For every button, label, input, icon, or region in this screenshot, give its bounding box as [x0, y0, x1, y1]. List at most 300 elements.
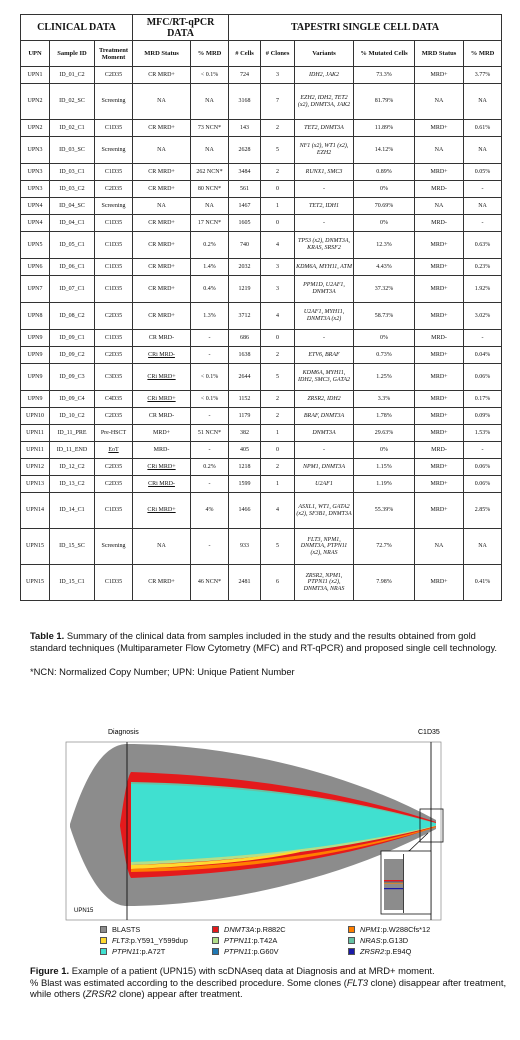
cell-sc-pct-mrd: 0.23%: [464, 259, 502, 276]
cell-sample-id: ID_03_C1: [50, 164, 95, 181]
legend-swatch: [100, 948, 107, 955]
table-body: [21, 67, 502, 601]
cell-cells: 2481: [229, 565, 261, 601]
cell-treatment-moment: C1D35: [95, 232, 133, 259]
cell-clones: 3: [261, 276, 295, 303]
cell-cells: 3168: [229, 84, 261, 120]
cell-clones: 2: [261, 408, 295, 425]
cell-mfc-pct-mrd: 46 NCN*: [191, 565, 229, 601]
legend-mutation: :p.E94Q: [384, 947, 412, 956]
cell-pct-mutated-cells: 12.3%: [354, 232, 415, 259]
cell-variants: ZRSR2, NPM1, PTPN11 (x2), DNMT3A, NRAS: [295, 565, 354, 601]
cell-cells: 1219: [229, 276, 261, 303]
cell-treatment-moment: C1D35: [95, 565, 133, 601]
cell-mfc-mrd-status: NA: [133, 137, 191, 164]
legend-item: [100, 936, 212, 945]
cell-treatment-moment: C2D35: [95, 303, 133, 330]
legend-row: [100, 924, 480, 935]
cell-clones: 0: [261, 442, 295, 459]
table-row: [21, 164, 502, 181]
figure-caption: [30, 965, 508, 1000]
cell-pct-mutated-cells: 1.15%: [354, 459, 415, 476]
table-row: [21, 330, 502, 347]
table-row: [21, 408, 502, 425]
cell-clones: 1: [261, 425, 295, 442]
cell-cells: 2644: [229, 364, 261, 391]
figure-caption-gene2: ZRSR2: [85, 988, 117, 1000]
table-row: [21, 303, 502, 330]
cell-variants: ZRSR2, IDH2: [295, 391, 354, 408]
zoom-inset-zrsr2: [384, 888, 403, 889]
cell-sc-mrd-status: MRD+: [415, 565, 464, 601]
cell-sample-id: ID_05_C1: [50, 232, 95, 259]
figure-caption-label: Figure 1.: [30, 965, 70, 976]
figure-legend: [100, 924, 480, 957]
cell-treatment-moment: C1D35: [95, 120, 133, 137]
cell-pct-mutated-cells: 73.3%: [354, 67, 415, 84]
zoom-inset-blasts: [384, 859, 403, 910]
cell-cells: 933: [229, 529, 261, 565]
cell-treatment-moment: C4D35: [95, 391, 133, 408]
cell-pct-mutated-cells: 0%: [354, 215, 415, 232]
cell-upn: UPN15: [21, 529, 50, 565]
cell-variants: -: [295, 442, 354, 459]
cell-upn: UPN4: [21, 215, 50, 232]
legend-row: [100, 935, 480, 946]
cell-mfc-pct-mrd: 0.2%: [191, 232, 229, 259]
legend-gene: ZRSR2: [360, 947, 385, 956]
cell-sc-mrd-status: MRD+: [415, 391, 464, 408]
legend-swatch: [348, 948, 355, 955]
cell-variants: EZH2, IDH2, TET2 (x2), DNMT3A, JAK2: [295, 84, 354, 120]
cell-sc-mrd-status: MRD+: [415, 493, 464, 529]
cell-sc-pct-mrd: 3.77%: [464, 67, 502, 84]
cell-sc-pct-mrd: 2.85%: [464, 493, 502, 529]
cell-mfc-pct-mrd: < 0.1%: [191, 67, 229, 84]
legend-item: [348, 925, 480, 934]
cell-cells: 1179: [229, 408, 261, 425]
cell-sc-pct-mrd: 0.09%: [464, 408, 502, 425]
cell-treatment-moment: C2D35: [95, 181, 133, 198]
cell-treatment-moment: C1D35: [95, 330, 133, 347]
cell-sample-id: ID_02_SC: [50, 84, 95, 120]
legend-mutation: :p.T42A: [251, 936, 278, 945]
cell-clones: 2: [261, 347, 295, 364]
table-row: [21, 493, 502, 529]
cell-mfc-pct-mrd: 1.4%: [191, 259, 229, 276]
table-row: [21, 565, 502, 601]
cell-mfc-mrd-status: CR MRD+: [133, 565, 191, 601]
cell-mfc-pct-mrd: 0.4%: [191, 276, 229, 303]
legend-swatch: [100, 926, 107, 933]
cell-sc-mrd-status: MRD+: [415, 67, 464, 84]
cell-variants: KDM6A, MYH11, IDH2, SMC3, GATA2: [295, 364, 354, 391]
table-row: [21, 67, 502, 84]
cell-pct-mutated-cells: 0%: [354, 330, 415, 347]
cell-treatment-moment: Screening: [95, 198, 133, 215]
cell-pct-mutated-cells: 29.63%: [354, 425, 415, 442]
cell-sc-mrd-status: MRD+: [415, 164, 464, 181]
table-row: [21, 476, 502, 493]
cell-mfc-mrd-status: MRD-: [133, 442, 191, 459]
cell-mfc-pct-mrd: -: [191, 347, 229, 364]
cell-sc-pct-mrd: 3.02%: [464, 303, 502, 330]
cell-sc-mrd-status: MRD-: [415, 330, 464, 347]
cell-treatment-moment: C1D35: [95, 276, 133, 303]
cell-upn: UPN5: [21, 232, 50, 259]
cell-cells: 405: [229, 442, 261, 459]
cell-mfc-mrd-status: CRi MRD+: [133, 493, 191, 529]
cell-upn: UPN9: [21, 364, 50, 391]
legend-item: [348, 936, 480, 945]
cell-pct-mutated-cells: 37.32%: [354, 276, 415, 303]
cell-upn: UPN13: [21, 476, 50, 493]
timepoint-label-diagnosis: Diagnosis: [108, 729, 139, 736]
cell-sample-id: ID_01_C2: [50, 67, 95, 84]
cell-clones: 6: [261, 565, 295, 601]
cell-mfc-pct-mrd: 73 NCN*: [191, 120, 229, 137]
cell-pct-mutated-cells: 1.19%: [354, 476, 415, 493]
cell-clones: 2: [261, 120, 295, 137]
cell-sc-pct-mrd: NA: [464, 529, 502, 565]
cell-variants: FLT3, NPM1, DNMT3A, PTPN11 (x2), NRAS: [295, 529, 354, 565]
cell-treatment-moment: C1D35: [95, 493, 133, 529]
cell-mfc-pct-mrd: -: [191, 442, 229, 459]
table-row: [21, 459, 502, 476]
cell-sample-id: ID_03_SC: [50, 137, 95, 164]
cell-cells: 1218: [229, 459, 261, 476]
legend-mutation: BLASTS: [112, 925, 141, 934]
cell-sc-pct-mrd: NA: [464, 84, 502, 120]
cell-sample-id: ID_09_C4: [50, 391, 95, 408]
cell-variants: ASXL1, WT1, GATA2 (x2), SF3B1, DNMT3A: [295, 493, 354, 529]
cell-upn: UPN11: [21, 442, 50, 459]
legend-item: [100, 925, 212, 934]
column-header-sample-id: Sample ID: [50, 41, 95, 67]
cell-upn: UPN3: [21, 137, 50, 164]
cell-mfc-pct-mrd: 17 NCN*: [191, 215, 229, 232]
cell-variants: -: [295, 181, 354, 198]
cell-sc-mrd-status: MRD+: [415, 303, 464, 330]
cell-treatment-moment: C2D35: [95, 67, 133, 84]
cell-sc-mrd-status: MRD+: [415, 120, 464, 137]
cell-treatment-moment: Screening: [95, 529, 133, 565]
cell-mfc-pct-mrd: 0.2%: [191, 459, 229, 476]
zoom-inset-ptpn11-g60v: [384, 882, 403, 883]
legend-swatch: [348, 926, 355, 933]
cell-clones: 2: [261, 391, 295, 408]
table-row: [21, 529, 502, 565]
table-row: [21, 198, 502, 215]
cell-mfc-mrd-status: CR MRD+: [133, 259, 191, 276]
cell-mfc-mrd-status: CR MRD-: [133, 408, 191, 425]
cell-treatment-moment: C1D35: [95, 164, 133, 181]
cell-mfc-pct-mrd: < 0.1%: [191, 391, 229, 408]
cell-mfc-pct-mrd: < 0.1%: [191, 364, 229, 391]
cell-mfc-mrd-status: CR MRD+: [133, 232, 191, 259]
cell-sc-pct-mrd: NA: [464, 198, 502, 215]
cell-sc-mrd-status: MRD-: [415, 215, 464, 232]
legend-row: [100, 946, 480, 957]
cell-pct-mutated-cells: 14.12%: [354, 137, 415, 164]
cell-pct-mutated-cells: 0.89%: [354, 164, 415, 181]
cell-sample-id: ID_11_END: [50, 442, 95, 459]
table-row: [21, 442, 502, 459]
figure-caption-text1: Example of a patient (UPN15) with scDNAseq data at Diagnosis and at MRD+ moment.: [71, 965, 435, 976]
cell-cells: 3484: [229, 164, 261, 181]
legend-item: [100, 947, 212, 956]
cell-pct-mutated-cells: 1.78%: [354, 408, 415, 425]
cell-pct-mutated-cells: 3.3%: [354, 391, 415, 408]
cell-variants: U2AF1: [295, 476, 354, 493]
cell-upn: UPN6: [21, 259, 50, 276]
cell-sc-mrd-status: NA: [415, 529, 464, 565]
cell-cells: 1467: [229, 198, 261, 215]
table-row: [21, 84, 502, 120]
cell-cells: 2032: [229, 259, 261, 276]
cell-sc-mrd-status: MRD+: [415, 276, 464, 303]
legend-gene: PTPN11: [224, 947, 252, 956]
cell-upn: UPN3: [21, 164, 50, 181]
cell-pct-mutated-cells: 0%: [354, 181, 415, 198]
cell-variants: DNMT3A: [295, 425, 354, 442]
cell-variants: NPM1, DNMT3A: [295, 459, 354, 476]
cell-upn: UPN9: [21, 391, 50, 408]
cell-pct-mutated-cells: 0%: [354, 442, 415, 459]
cell-upn: UPN2: [21, 84, 50, 120]
cell-treatment-moment: Screening: [95, 137, 133, 164]
cell-variants: -: [295, 215, 354, 232]
cell-variants: NF1 (x2), WT1 (x2), EZH2: [295, 137, 354, 164]
cell-sample-id: ID_10_C2: [50, 408, 95, 425]
legend-mutation: :p.A72T: [139, 947, 166, 956]
column-header-clones: # Clones: [261, 41, 295, 67]
cell-sc-pct-mrd: 0.06%: [464, 476, 502, 493]
cell-treatment-moment: EoT: [95, 442, 133, 459]
cell-pct-mutated-cells: 70.69%: [354, 198, 415, 215]
legend-mutation: :p.R882C: [254, 925, 286, 934]
cell-mfc-pct-mrd: 51 NCN*: [191, 425, 229, 442]
cell-upn: UPN14: [21, 493, 50, 529]
legend-mutation: :p.Y591_Y599dup: [128, 936, 188, 945]
cell-mfc-pct-mrd: NA: [191, 137, 229, 164]
cell-sample-id: ID_06_C1: [50, 259, 95, 276]
cell-sc-mrd-status: MRD+: [415, 232, 464, 259]
cell-variants: TET2, DNMT3A: [295, 120, 354, 137]
cell-cells: 3712: [229, 303, 261, 330]
cell-mfc-mrd-status: CR MRD+: [133, 303, 191, 330]
legend-mutation: :p.W288Cfs*12: [380, 925, 431, 934]
cell-pct-mutated-cells: 55.39%: [354, 493, 415, 529]
cell-variants: TET2, IDH1: [295, 198, 354, 215]
cell-pct-mutated-cells: 0.73%: [354, 347, 415, 364]
cell-upn: UPN11: [21, 425, 50, 442]
cell-cells: 1152: [229, 391, 261, 408]
cell-mfc-mrd-status: NA: [133, 529, 191, 565]
cell-variants: ETV6, BRAF: [295, 347, 354, 364]
cell-sample-id: ID_09_C2: [50, 347, 95, 364]
cell-cells: 740: [229, 232, 261, 259]
cell-sc-pct-mrd: 0.06%: [464, 459, 502, 476]
cell-treatment-moment: C2D35: [95, 459, 133, 476]
cell-mfc-mrd-status: CR MRD+: [133, 276, 191, 303]
cell-clones: 4: [261, 303, 295, 330]
cell-mfc-mrd-status: CR MRD+: [133, 181, 191, 198]
cell-variants: U2AF1, MYH11, DNMT3A (x2): [295, 303, 354, 330]
table-row: [21, 259, 502, 276]
cell-mfc-mrd-status: CR MRD+: [133, 120, 191, 137]
legend-item: [212, 936, 348, 945]
cell-sample-id: ID_11_PRE: [50, 425, 95, 442]
column-header-variants: Variants: [295, 41, 354, 67]
legend-item: [212, 925, 348, 934]
table-row: [21, 137, 502, 164]
cell-treatment-moment: C1D35: [95, 215, 133, 232]
group-header-clinical: CLINICAL DATA: [21, 15, 133, 41]
cell-sc-mrd-status: MRD+: [415, 476, 464, 493]
cell-sample-id: ID_09_C1: [50, 330, 95, 347]
cell-sc-mrd-status: MRD+: [415, 408, 464, 425]
figure-caption-gene1: FLT3: [346, 976, 369, 988]
cell-mfc-mrd-status: CRi MRD+: [133, 459, 191, 476]
cell-treatment-moment: C2D35: [95, 476, 133, 493]
figure-caption-text2b: clone) disappear after treatment, while others (: [30, 976, 507, 1000]
cell-clones: 3: [261, 67, 295, 84]
cell-sc-mrd-status: NA: [415, 84, 464, 120]
cell-sc-mrd-status: MRD+: [415, 347, 464, 364]
figure-caption-line1: [30, 965, 508, 977]
column-header-mfc-mrd-status: MRD Status: [133, 41, 191, 67]
cell-sc-pct-mrd: NA: [464, 137, 502, 164]
cell-sc-mrd-status: MRD+: [415, 425, 464, 442]
legend-gene: PTPN11: [224, 936, 252, 945]
table-caption-text: Summary of the clinical data from samples included in the study and the results obtained from gold standard techniques (Multiparameter Flow Cytometry (MFC) and RT-qPCR) and proposed single cell technology.: [30, 630, 498, 653]
cell-cells: 1466: [229, 493, 261, 529]
legend-swatch: [100, 937, 107, 944]
cell-treatment-moment: C1D35: [95, 259, 133, 276]
timepoint-label-c1d35: C1D35: [418, 729, 440, 736]
cell-upn: UPN15: [21, 565, 50, 601]
cell-sample-id: ID_04_C1: [50, 215, 95, 232]
cell-cells: 143: [229, 120, 261, 137]
table-caption-label: Table 1.: [30, 630, 65, 641]
cell-upn: UPN3: [21, 181, 50, 198]
cell-mfc-pct-mrd: 4%: [191, 493, 229, 529]
group-header-mfc: MFC/RT-qPCR DATA: [133, 15, 229, 41]
cell-clones: 3: [261, 259, 295, 276]
zoom-inset-dnmt3a: [384, 880, 403, 882]
cell-clones: 5: [261, 364, 295, 391]
cell-sample-id: ID_02_C1: [50, 120, 95, 137]
cell-sample-id: ID_04_SC: [50, 198, 95, 215]
legend-mutation: :p.G13D: [380, 936, 409, 945]
cell-cells: 2628: [229, 137, 261, 164]
legend-swatch: [348, 937, 355, 944]
cell-sc-mrd-status: MRD-: [415, 442, 464, 459]
legend-gene: NRAS: [360, 936, 381, 945]
cell-pct-mutated-cells: 1.25%: [354, 364, 415, 391]
cell-variants: KDM6A, MYH11, ATM: [295, 259, 354, 276]
cell-sc-mrd-status: MRD+: [415, 459, 464, 476]
cell-clones: 4: [261, 493, 295, 529]
legend-swatch: [212, 937, 219, 944]
cell-treatment-moment: Pre-HSCT: [95, 425, 133, 442]
legend-item: [212, 947, 348, 956]
cell-upn: UPN12: [21, 459, 50, 476]
legend-gene: FLT3: [112, 936, 129, 945]
legend-swatch: [212, 926, 219, 933]
cell-mfc-pct-mrd: -: [191, 529, 229, 565]
cell-variants: -: [295, 330, 354, 347]
cell-sample-id: ID_14_C1: [50, 493, 95, 529]
column-header-treatment-moment: Treatment Moment: [95, 41, 133, 67]
cell-clones: 2: [261, 459, 295, 476]
cell-sc-pct-mrd: 0.04%: [464, 347, 502, 364]
column-header-sc-pct-mrd: % MRD: [464, 41, 502, 67]
group-header-tapestri: TAPESTRI SINGLE CELL DATA: [229, 15, 502, 41]
cell-mfc-mrd-status: MRD+: [133, 425, 191, 442]
legend-gene: DNMT3A: [224, 925, 255, 934]
table-row: [21, 232, 502, 259]
cell-variants: TP53 (x2), DNMT3A, KRAS, SRSF2: [295, 232, 354, 259]
cell-sc-pct-mrd: 0.63%: [464, 232, 502, 259]
cell-clones: 0: [261, 181, 295, 198]
table-row: [21, 425, 502, 442]
legend-gene: PTPN11: [112, 947, 140, 956]
cell-sc-pct-mrd: 1.53%: [464, 425, 502, 442]
cell-sc-mrd-status: NA: [415, 198, 464, 215]
cell-sc-pct-mrd: 1.92%: [464, 276, 502, 303]
cell-cells: 561: [229, 181, 261, 198]
cell-sample-id: ID_15_C1: [50, 565, 95, 601]
cell-mfc-mrd-status: NA: [133, 198, 191, 215]
cell-cells: 1599: [229, 476, 261, 493]
figure-caption-text2c: clone) appear after treatment.: [116, 988, 243, 1000]
cell-sample-id: ID_08_C2: [50, 303, 95, 330]
cell-cells: 686: [229, 330, 261, 347]
table-footnote: *NCN: Normalized Copy Number; UPN: Unique Patient Number: [30, 666, 295, 677]
cell-sample-id: ID_07_C1: [50, 276, 95, 303]
cell-mfc-pct-mrd: 80 NCN*: [191, 181, 229, 198]
cell-sc-mrd-status: MRD+: [415, 364, 464, 391]
cell-sc-pct-mrd: 0.05%: [464, 164, 502, 181]
patient-label: UPN15: [74, 908, 94, 914]
cell-mfc-pct-mrd: -: [191, 476, 229, 493]
table-row: [21, 120, 502, 137]
cell-sample-id: ID_13_C2: [50, 476, 95, 493]
table-row: [21, 347, 502, 364]
cell-mfc-pct-mrd: NA: [191, 84, 229, 120]
cell-upn: UPN2: [21, 120, 50, 137]
legend-swatch: [212, 948, 219, 955]
cell-sc-mrd-status: NA: [415, 137, 464, 164]
cell-sc-pct-mrd: 0.41%: [464, 565, 502, 601]
cell-pct-mutated-cells: 58.73%: [354, 303, 415, 330]
column-header-row: [21, 41, 502, 67]
cell-variants: PPM1D, U2AF1, DNMT3A: [295, 276, 354, 303]
cell-clones: 5: [261, 137, 295, 164]
cell-treatment-moment: C3D35: [95, 364, 133, 391]
cell-mfc-pct-mrd: -: [191, 330, 229, 347]
cell-mfc-mrd-status: NA: [133, 84, 191, 120]
cell-mfc-mrd-status: CR MRD-: [133, 330, 191, 347]
cell-pct-mutated-cells: 81.79%: [354, 84, 415, 120]
table-row: [21, 181, 502, 198]
cell-cells: 382: [229, 425, 261, 442]
cell-upn: UPN8: [21, 303, 50, 330]
cell-pct-mutated-cells: 7.98%: [354, 565, 415, 601]
table-row: [21, 215, 502, 232]
